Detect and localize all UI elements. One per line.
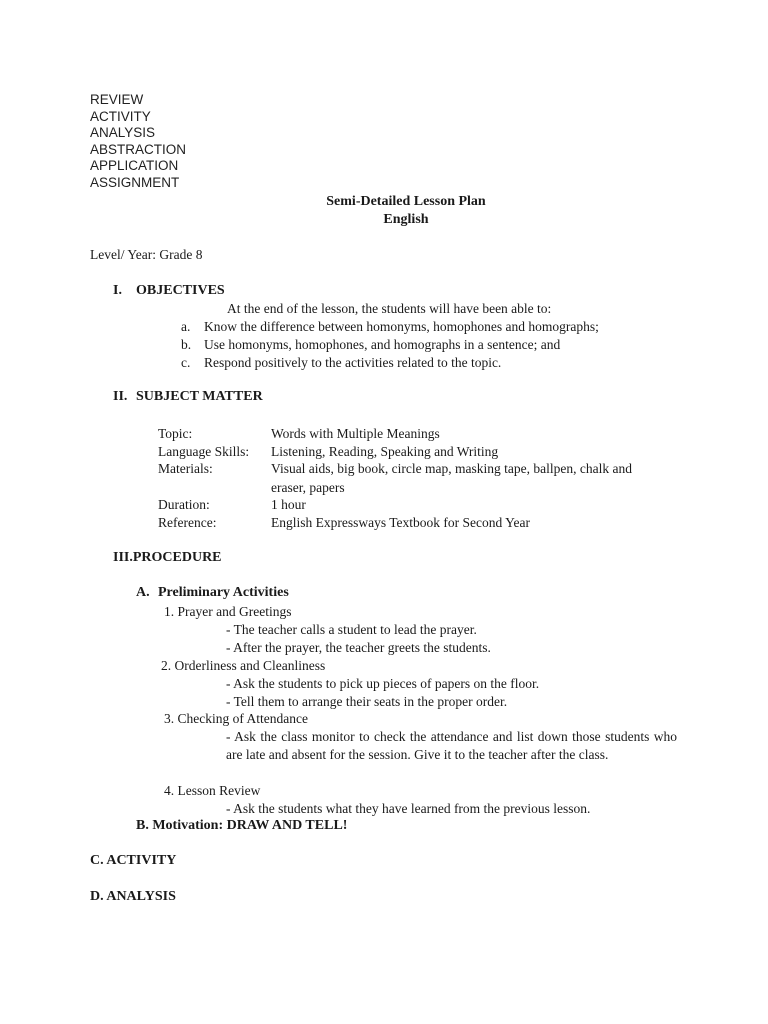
section-heading: SUBJECT MATTER (136, 389, 263, 404)
activity-item-title: 4. Lesson Review (164, 783, 261, 798)
field-label: Reference: (158, 515, 217, 530)
outline-item-application: APPLICATION (90, 158, 179, 174)
analysis-heading: D. ANALYSIS (90, 889, 176, 904)
objectives-intro: At the end of the lesson, the students will have been able to: (227, 301, 552, 316)
field-value-continued: eraser, papers (271, 480, 345, 495)
subsection-heading: Preliminary Activities (158, 585, 289, 600)
objective-text: Know the difference between homonyms, homophones and homographs; (204, 319, 599, 334)
field-value: 1 hour (271, 497, 306, 512)
activity-note: - Ask the students what they have learned from the previous lesson. (226, 801, 591, 816)
outline-item-abstraction: ABSTRACTION (90, 141, 187, 157)
activity-item-title: 2. Orderliness and Cleanliness (161, 658, 326, 673)
field-value: English Expressways Textbook for Second Year (271, 515, 531, 530)
field-value: Words with Multiple Meanings (271, 426, 440, 441)
field-value: Listening, Reading, Speaking and Writing (271, 444, 499, 459)
objective-letter: c. (181, 355, 191, 370)
document-title: Semi-Detailed Lesson Plan (326, 194, 486, 209)
field-label: Materials: (158, 461, 213, 476)
objective-letter: a. (181, 319, 191, 334)
activity-heading: C. ACTIVITY (90, 853, 177, 868)
section-heading: III.PROCEDURE (113, 550, 222, 565)
level-year: Level/ Year: Grade 8 (90, 247, 203, 262)
document-subject: English (383, 212, 429, 227)
motivation-heading: B. Motivation: DRAW AND TELL! (136, 818, 348, 833)
field-label: Topic: (158, 426, 193, 441)
activity-note: - Tell them to arrange their seats in the proper order. (226, 694, 508, 709)
objective-text: Use homonyms, homophones, and homographs in a sentence; and (204, 337, 561, 352)
activity-note: - Ask the students to pick up pieces of papers on the floor. (226, 676, 540, 691)
objective-text: Respond positively to the activities related to the topic. (204, 355, 502, 370)
activity-note: - After the prayer, the teacher greets the students. (226, 640, 491, 655)
activity-item-title: 1. Prayer and Greetings (164, 604, 292, 619)
subsection-letter: A. (136, 585, 150, 600)
section-numeral: I. (113, 283, 122, 298)
outline-item-analysis: ANALYSIS (90, 125, 156, 141)
outline-item-assignment: ASSIGNMENT (90, 175, 180, 190)
activity-item-title: 3. Checking of Attendance (164, 711, 308, 726)
field-label: Language Skills: (158, 444, 250, 459)
activity-note: - The teacher calls a student to lead the prayer. (226, 622, 477, 637)
outline-item-activity: ACTIVITY (90, 108, 151, 124)
field-label: Duration: (158, 497, 210, 512)
section-heading: OBJECTIVES (136, 283, 225, 298)
objective-letter: b. (181, 337, 192, 352)
field-value: Visual aids, big book, circle map, masking tape, ballpen, chalk and (271, 461, 632, 476)
section-numeral: II. (113, 389, 128, 404)
activity-note: - Ask the class monitor to check the attendance and list down those students who are late and absent for the session. Give it to the teacher after the class. (226, 729, 677, 762)
outline-item-review: REVIEW (90, 92, 144, 107)
